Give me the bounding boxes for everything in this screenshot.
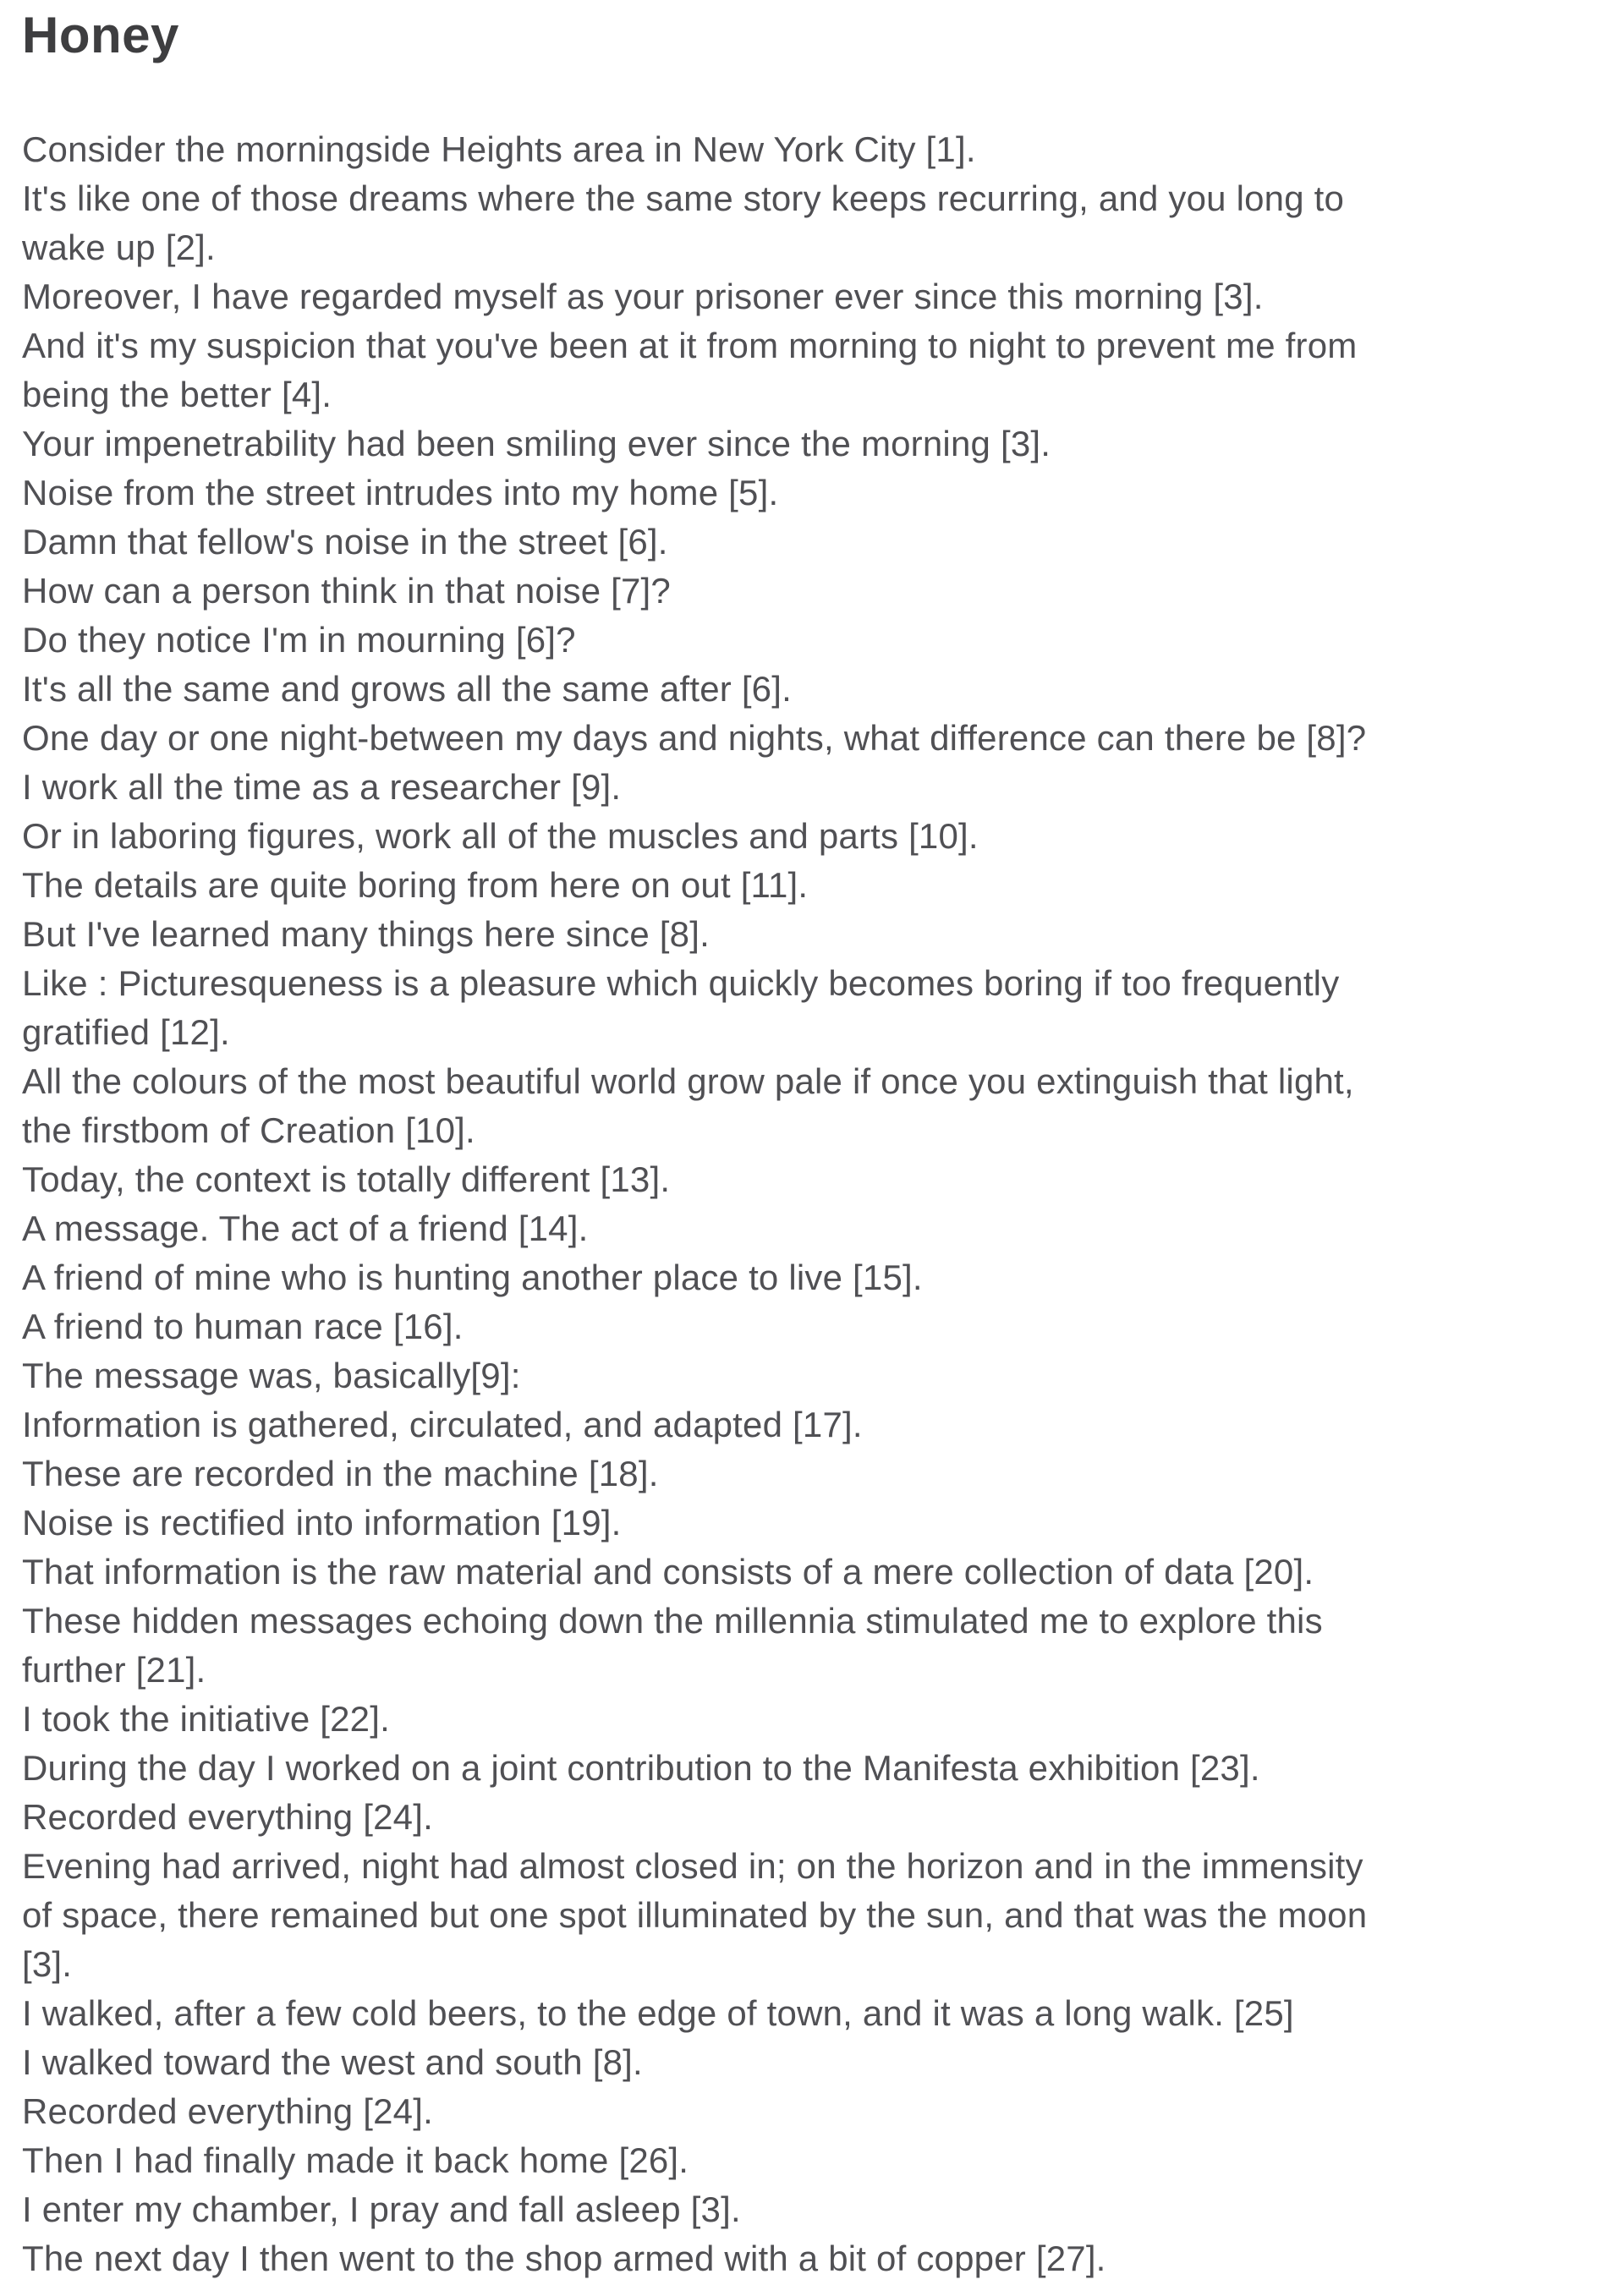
text-line: I walked toward the west and south [8]. — [22, 2042, 643, 2082]
text-line: A friend to human race [16]. — [22, 1307, 464, 1346]
text-line: I work all the time as a researcher [9]. — [22, 767, 622, 807]
text-line: During the day I worked on a joint contribution to the Manifesta exhibition [23]. — [22, 1748, 1260, 1788]
text-line: How can a person think in that noise [7]? — [22, 571, 671, 611]
text-line: of space, there remained but one spot illuminated by the sun, and that was the moon — [22, 1895, 1368, 1935]
text-line: Do they notice I'm in mourning [6]? — [22, 620, 576, 660]
text-line: I walked, after a few cold beers, to the edge of town, and it was a long walk. [25] — [22, 1993, 1294, 2033]
text-line: Then I had finally made it back home [26]. — [22, 2140, 689, 2180]
text-line: A message. The act of a friend [14]. — [22, 1208, 589, 1248]
page-title: Honey — [22, 7, 179, 63]
text-line: Or in laboring figures, work all of the muscles and parts [10]. — [22, 816, 979, 856]
text-line: Moreover, I have regarded myself as your prisoner ever since this morning [3]. — [22, 277, 1264, 316]
text-line: It's like one of those dreams where the same story keeps recurring, and you long to — [22, 178, 1345, 218]
text-line: The details are quite boring from here on out [11]. — [22, 865, 809, 905]
text-line: Your impenetrability had been smiling ever since the morning [3]. — [22, 424, 1051, 463]
text-line: I enter my chamber, I pray and fall asleep [3]. — [22, 2189, 741, 2229]
text-line: Like : Picturesqueness is a pleasure which quickly becomes boring if too frequently — [22, 963, 1340, 1003]
text-line: These hidden messages echoing down the millennia stimulated me to explore this — [22, 1601, 1323, 1641]
text-line: I took the initiative [22]. — [22, 1699, 390, 1739]
text-line: Damn that fellow's noise in the street [6]. — [22, 522, 668, 562]
text-line: Noise is rectified into information [19]. — [22, 1503, 622, 1543]
text-line: wake up [2]. — [22, 227, 216, 267]
text-line: The message was, basically[9]: — [22, 1356, 521, 1395]
text-line: Recorded everything [24]. — [22, 1797, 433, 1837]
text-line: Evening had arrived, night had almost closed in; on the horizon and in the immensity — [22, 1846, 1363, 1886]
text-line: Consider the morningside Heights area in New York City [1]. — [22, 129, 976, 169]
text-line: Noise from the street intrudes into my home [5]. — [22, 473, 779, 512]
text-line: [3]. — [22, 1944, 73, 1984]
text-line: One day or one night-between my days and nights, what difference can there be [8]? — [22, 718, 1367, 758]
text-line: Recorded everything [24]. — [22, 2091, 433, 2131]
text-line: And it's my suspicion that you've been at it from morning to night to prevent me from — [22, 326, 1358, 365]
text-line: The next day I then went to the shop armed with a bit of copper [27]. — [22, 2238, 1106, 2278]
text-line: Today, the context is totally different [13]. — [22, 1159, 671, 1199]
text-line: That information is the raw material and consists of a mere collection of data [20]. — [22, 1552, 1314, 1592]
text-line: It's all the same and grows all the same after [6]. — [22, 669, 792, 709]
text-line: being the better [4]. — [22, 375, 332, 414]
document-body — [22, 125, 1607, 2283]
text-line: But I've learned many things here since [8]. — [22, 914, 710, 954]
text-line: These are recorded in the machine [18]. — [22, 1454, 659, 1493]
text-line: All the colours of the most beautiful world grow pale if once you extinguish that light, — [22, 1061, 1354, 1101]
text-line: further [21]. — [22, 1650, 206, 1690]
text-line: Information is gathered, circulated, and adapted [17]. — [22, 1405, 863, 1444]
text-line: A friend of mine who is hunting another place to live [15]. — [22, 1258, 923, 1297]
text-line: gratified [12]. — [22, 1012, 230, 1052]
text-line: the firstbom of Creation [10]. — [22, 1110, 475, 1150]
